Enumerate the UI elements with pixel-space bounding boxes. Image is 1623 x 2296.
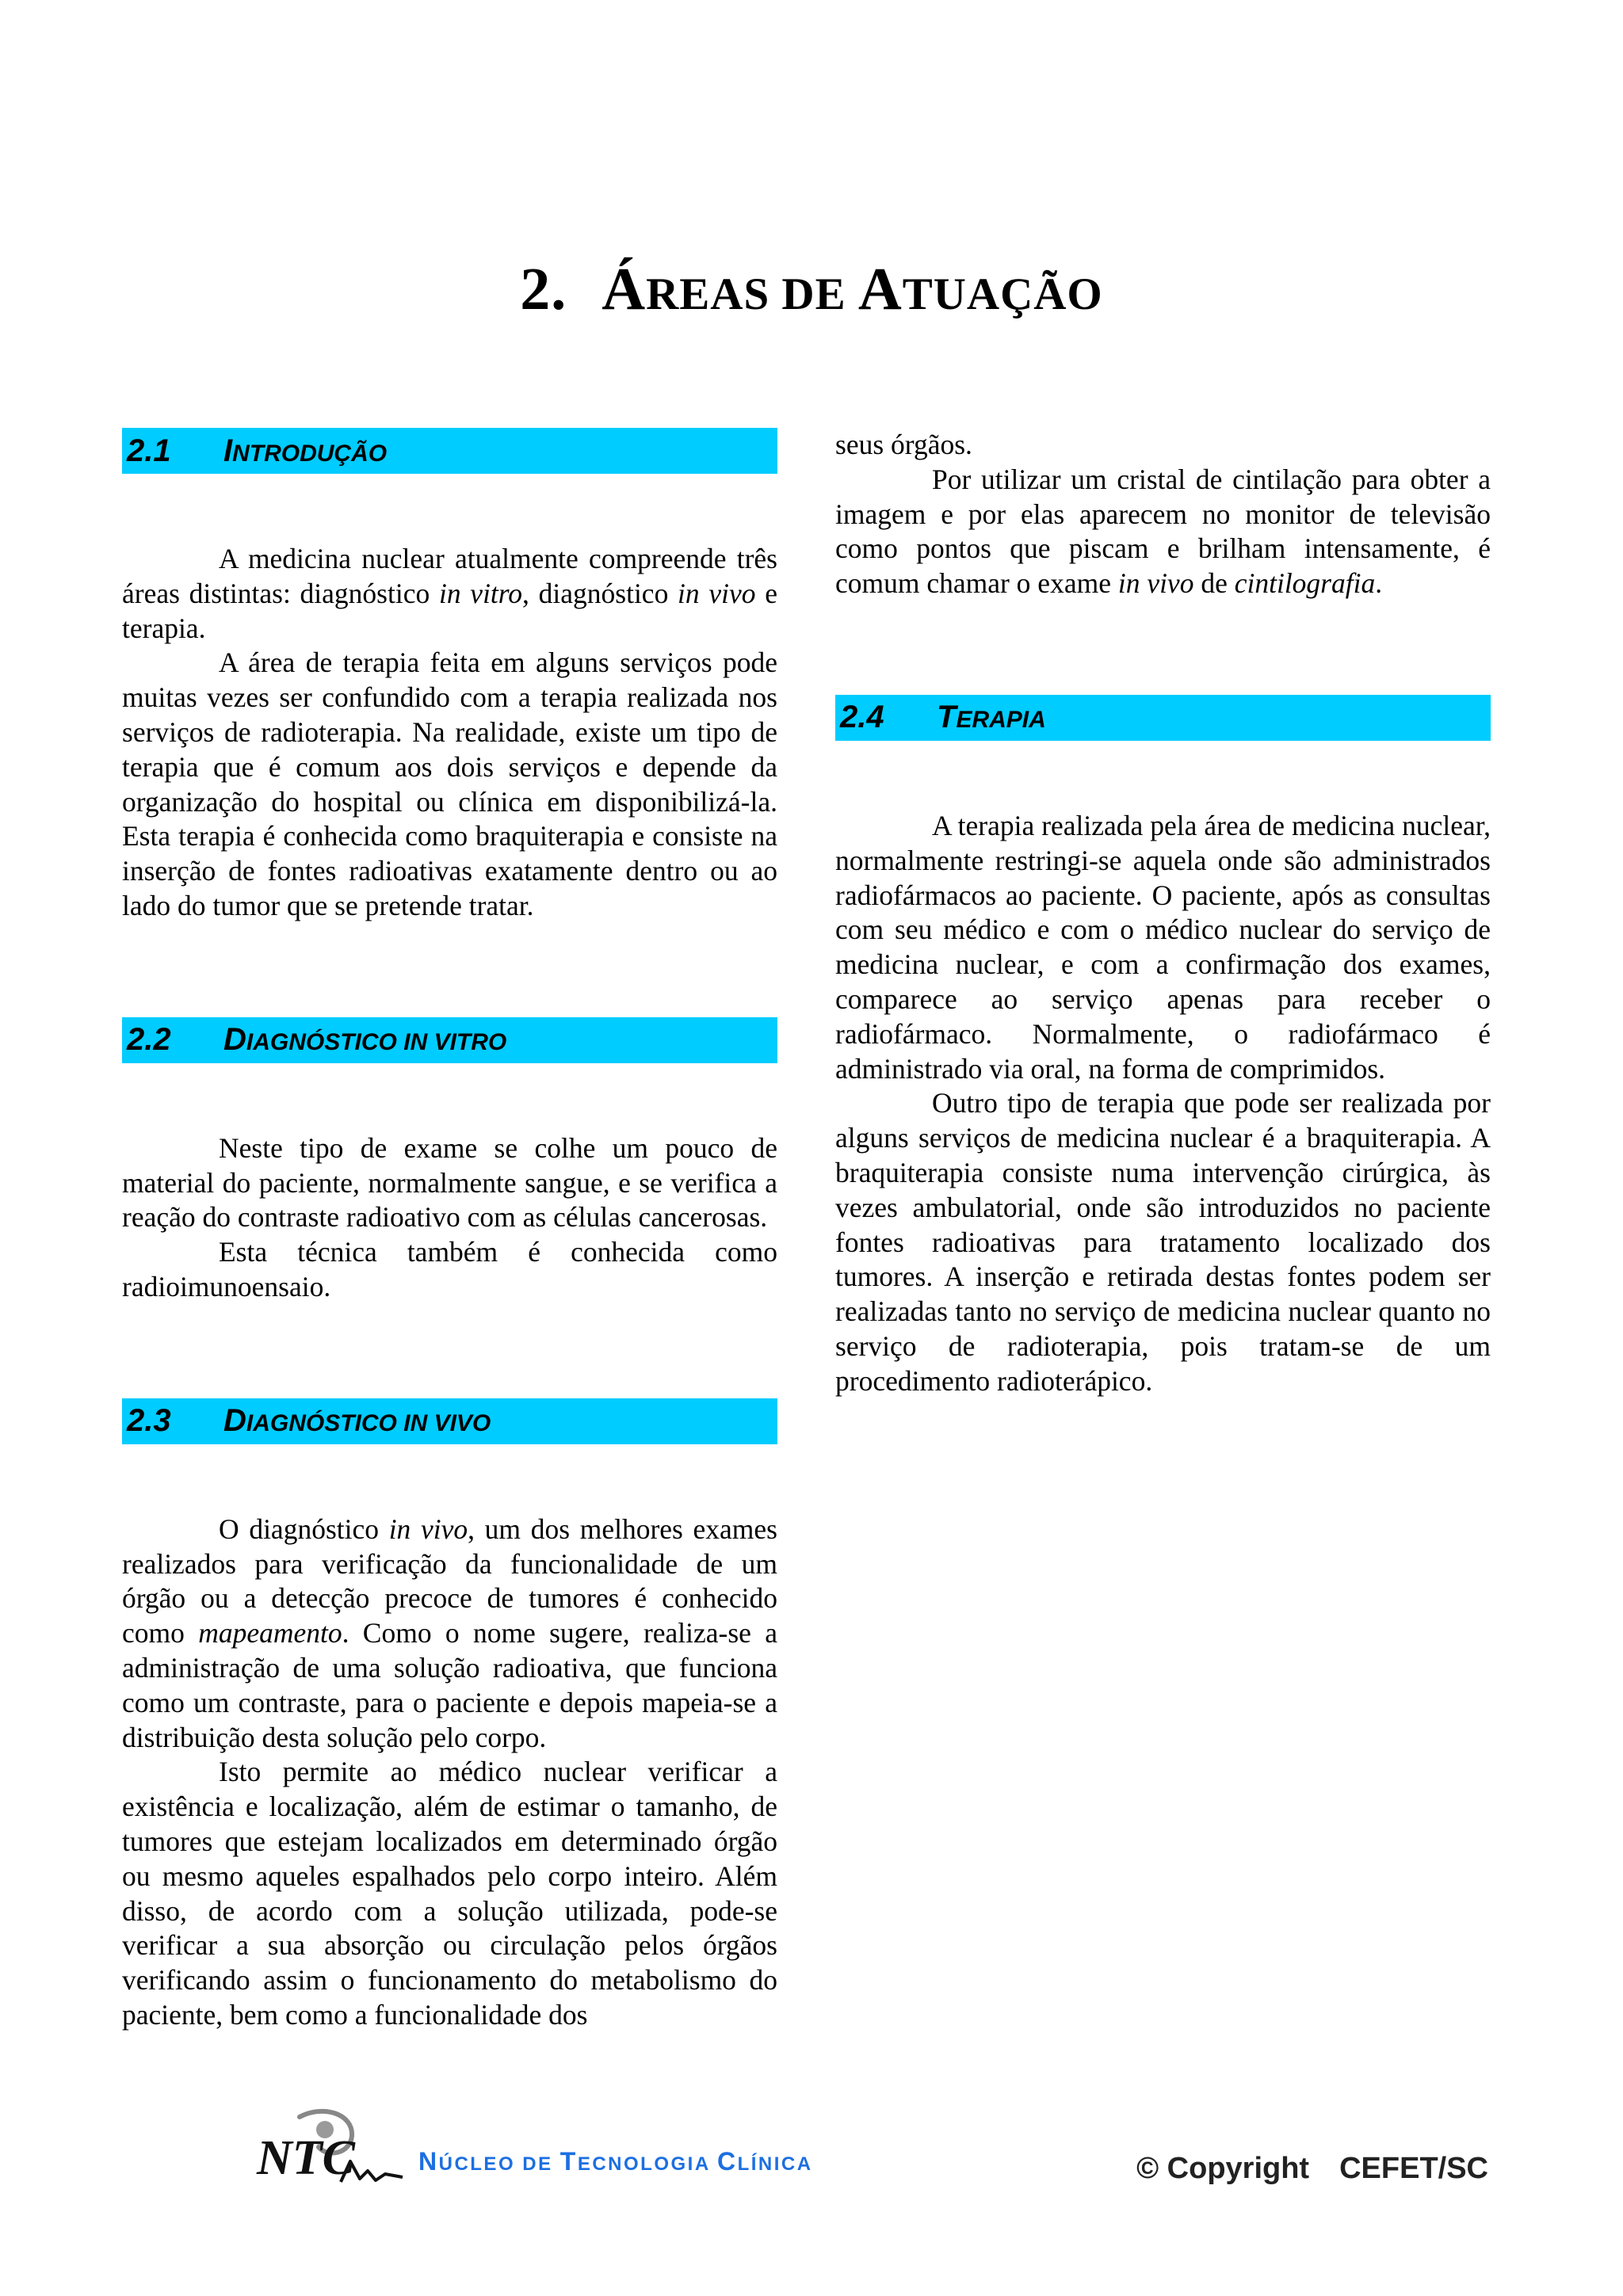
section-title [223, 1403, 491, 1439]
text-run: Isto permite ao médico nuclear verificar a existência e localização, além de estimar o tamanho, de tumores que estejam localizados em determinado órgão ou mesmo aqueles espalhados pelo corpo inteiro. Além disso, de acordo com a solução utilizada, pode-se verificar a sua absorção ou circulação pelos órgãos verificando assim o funcionamento do metabolismo do paciente, bem como a funcionalidade dos [122, 1756, 777, 2031]
title-part: NTRODUÇÃO [232, 440, 388, 467]
section-title [223, 433, 387, 469]
title-part: I [223, 433, 233, 468]
text-run: Neste tipo de exame se colhe um pouco de material do paciente, normalmente sangue, e se verifica a reação do contraste radioativo com as células cancerosas. [122, 1131, 777, 1234]
title-part: C [716, 2146, 738, 2176]
title-part: IAGNÓSTICO IN VIVO [246, 1410, 491, 1437]
text-run: , um dos melhores exames realizados para verificação da funcionalidade de um órgão ou a detecção precoce de tumores é conhecido como [122, 1512, 777, 1650]
italic-term: mapeamento [198, 1617, 342, 1650]
text-run: e terapia. [122, 577, 777, 644]
title-part: D [223, 1403, 246, 1439]
title-part: N [418, 2146, 439, 2176]
paragraph [835, 428, 1491, 463]
italic-term: in vitro [438, 577, 523, 609]
title-part: LÍNICA [737, 2153, 813, 2175]
paragraph [122, 1235, 777, 1305]
title-part: ECNOLOGIA [577, 2153, 717, 2175]
section-title [223, 1022, 506, 1058]
title-part: T [937, 700, 957, 735]
paragraph [122, 646, 777, 923]
right-column [835, 428, 1491, 1399]
section-heading [122, 428, 777, 474]
copyright-label: © Copyright [1136, 2152, 1310, 2185]
chapter-number: 2. [520, 256, 567, 322]
title-part: ÚCLEO DE [438, 2153, 560, 2175]
text-run: A medicina nuclear atualmente compreende três áreas distintas: diagnóstico [122, 543, 777, 609]
section-title [937, 700, 1046, 735]
title-part: A [857, 256, 903, 322]
text-run: . [1375, 567, 1383, 600]
chapter-title-text [601, 256, 1103, 322]
ntc-logo-icon [252, 2106, 404, 2193]
italic-term: in vivo [1117, 567, 1194, 600]
text-run: , diagnóstico [522, 577, 678, 609]
institution-name: CEFET/SC [1339, 2152, 1488, 2185]
text-run: Esta técnica também é conhecida como radioimunoensaio. [122, 1236, 777, 1302]
section-number: 2.2 [127, 1022, 171, 1058]
paragraph [122, 1755, 777, 2032]
paragraph [835, 463, 1491, 601]
section-heading [835, 695, 1491, 741]
title-part: Á [601, 256, 647, 322]
paragraph [835, 1086, 1491, 1398]
text-run: A área de terapia feita em alguns serviços pode muitas vezes ser confundido com a terapia realizada nos serviços de radioterapia. Na realidade, existe um tipo de terapia que é comum aos dois serviços e depende da organização do hospital ou clínica em disponibilizá-la. Esta terapia é conhecida como braquiterapia e consiste na inserção de fontes radioativas exatamente dentro ou ao lado do tumor que se pretende tratar. [122, 646, 777, 921]
logo-text: NTC [257, 2131, 355, 2185]
footer-copyright [1136, 2152, 1488, 2186]
chapter-title [0, 255, 1623, 324]
paragraph [122, 1131, 777, 1235]
text-run: . Como o nome sugere, realiza-se a administração de uma solução radioativa, que funciona como um contraste, para o paciente e depois mapeia-se a distribuição desta solução pelo corpo. [122, 1617, 777, 1753]
section-heading [122, 1017, 777, 1063]
title-part: IAGNÓSTICO IN VITRO [246, 1029, 507, 1056]
title-part: ERAPIA [956, 707, 1046, 734]
paragraph [122, 1512, 777, 1756]
text-run: O diagnóstico [219, 1512, 389, 1545]
paragraph [122, 542, 777, 646]
paragraph [835, 809, 1491, 1086]
title-part: D [223, 1022, 246, 1058]
italic-term: in vivo [678, 577, 756, 609]
left-column [122, 428, 777, 2033]
italic-term: cintilografia [1234, 567, 1376, 600]
section-number: 2.3 [127, 1403, 171, 1439]
section-number: 2.4 [840, 700, 884, 735]
section-number: 2.1 [127, 433, 171, 468]
text-run: A terapia realizada pela área de medicina nuclear, normalmente restringi-se aquela onde são administrados radiofármacos ao paciente. O paciente, após as consultas com seu médico e com o médico nuclear do serviço de medicina nuclear, e com a confirmação dos exames, comparece ao serviço apenas para receber o radiofármaco. Normalmente, o radiofármaco é administrado via oral, na forma de comprimidos. [835, 809, 1491, 1085]
text-run: seus órgãos. [835, 429, 972, 460]
footer-brand [252, 2114, 934, 2185]
title-part: T [559, 2146, 578, 2176]
organization-name [418, 2147, 813, 2176]
text-run: Outro tipo de terapia que pode ser realizada por alguns serviços de medicina nuclear é a braquiterapia. A braquiterapia consiste numa intervenção cirúrgica, às vezes ambulatorial, onde são introduzidos no paciente fontes radioativas para tratamento localizado dos tumores. A inserção e retirada destas fontes podem ser realizadas tanto no serviço de medicina nuclear quanto no serviço de radioterapia, pois tratam-se de um procedimento radioterápico. [835, 1087, 1491, 1397]
title-part: REAS DE [646, 269, 858, 319]
text-run: de [1193, 567, 1235, 600]
title-part: TUAÇÃO [902, 269, 1103, 319]
italic-term: in vivo [388, 1512, 468, 1545]
text-run: Por utilizar um cristal de cintilação para obter a imagem e por elas aparecem no monitor de televisão como pontos que piscam e brilham intensamente, é comum chamar o exame [835, 463, 1491, 600]
section-heading [122, 1398, 777, 1444]
